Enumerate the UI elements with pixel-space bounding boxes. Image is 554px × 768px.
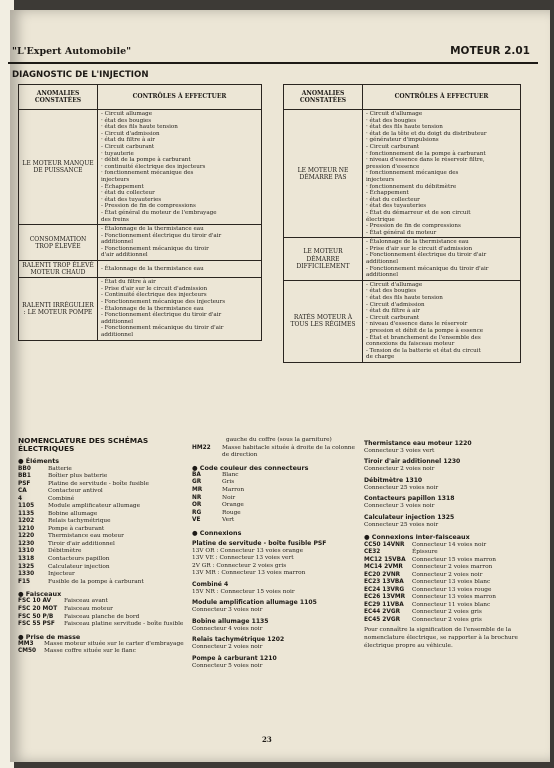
- check-item: - Circuit d'admission: [366, 301, 425, 308]
- psf-item: 13V VE : Connecteur 13 voies vert: [192, 555, 294, 562]
- item-code: BB1: [18, 473, 31, 480]
- item-label: Boîtier plus batterie: [48, 473, 108, 480]
- list-item: [18, 466, 188, 474]
- item-label: Platine de servitude - boîte fusible: [48, 480, 149, 487]
- checks-list: [366, 239, 517, 279]
- check-item: - Fonctionnement mécanique des injecteurs: [101, 299, 226, 305]
- check-item: - État général du moteur: [366, 229, 437, 236]
- item-code: CM50: [18, 648, 37, 655]
- item-code: VE: [192, 517, 201, 524]
- anomaly-cell: RALENTI TROP ÉLEVÉ MOTEUR CHAUD: [19, 261, 98, 278]
- item-label: Marron: [222, 486, 245, 493]
- list-item: [18, 518, 188, 526]
- col-header-controles: CONTRÔLES À EFFECTUER: [98, 85, 262, 110]
- colors-list: [192, 472, 360, 525]
- check-item: · fonctionnement de la pompe à carburant: [366, 150, 486, 157]
- check-item: additionnel: [101, 331, 133, 338]
- item-code: OR: [192, 502, 202, 509]
- item-label: Connecteur 2 voies noir: [412, 571, 483, 578]
- check-item: - Prise d'air sur le circuit d'admission: [101, 285, 208, 292]
- item-label: Connecteur 11 voies blanc: [412, 601, 491, 608]
- check-item: · fonctionnement mécanique des: [366, 170, 459, 177]
- check-item: · état des bougies: [366, 288, 417, 295]
- item-code: 1310: [18, 548, 35, 555]
- check-item: - Prise d'air sur le circuit d'admission: [366, 245, 473, 252]
- hm22-text: Masse habitacle située à droite de la colonne de direction: [222, 444, 355, 459]
- checks-list: [101, 279, 258, 338]
- check-item: de charge: [366, 354, 395, 361]
- item-code: EC29 11VBA: [364, 601, 404, 608]
- item-label: Faisceau platine servitude - boîte fusible: [64, 621, 184, 628]
- item-code: NR: [192, 494, 202, 501]
- left-diagnostic-table: [18, 84, 262, 341]
- list-item: [364, 564, 530, 572]
- item-code: EC26 13VMR: [364, 594, 406, 601]
- list-item: [18, 579, 188, 587]
- faisceaux-list: [18, 598, 188, 628]
- anomaly-cell: CONSOMMATION TROP ÉLEVÉE: [19, 225, 98, 261]
- item-label: Connecteur 13 voies marron: [412, 594, 496, 601]
- list-item: [192, 495, 360, 503]
- block-title: Tiroir d'air additionnel 1230: [364, 458, 461, 466]
- list-item: [18, 606, 188, 614]
- psf-title: Platine de servitude - boîte fusible PSF: [192, 539, 327, 547]
- list-item: [364, 542, 530, 550]
- psf-item: 13V OR : Connecteur 13 voies orange: [192, 547, 304, 554]
- check-item: électrique: [366, 216, 395, 223]
- middle-blocks: [192, 581, 360, 670]
- block-title: Thermistance eau moteur 1220: [364, 440, 472, 447]
- block-title: Contacteurs papillon 1318: [364, 495, 455, 503]
- check-item: - État général du moteur de l'embrayage: [101, 209, 217, 216]
- item-label: Rouge: [222, 509, 241, 516]
- item-code: 1202: [18, 518, 35, 525]
- list-item: [364, 587, 530, 595]
- item-label: Module amplificateur allumage: [48, 503, 141, 510]
- list-item: [192, 487, 360, 495]
- item-code: 1318: [18, 555, 35, 562]
- check-item: · état du collecteur: [366, 196, 420, 203]
- checks-list: [101, 226, 258, 259]
- block-detail: Connecteur 3 voies noir: [364, 503, 435, 510]
- item-code: 1135: [18, 510, 35, 517]
- item-label: Connecteur 13 voies blanc: [412, 579, 491, 586]
- list-item: [364, 617, 530, 625]
- anomaly-cell: LE MOTEUR DÉMARRE DIFFICILEMENT: [284, 238, 363, 281]
- anomaly-cell: LE MOTEUR MANQUE DE PUISSANCE: [19, 110, 98, 225]
- item-code: CA: [18, 488, 27, 495]
- list-item: [18, 496, 188, 504]
- check-item: · état des fils haute tension: [366, 295, 443, 302]
- item-code: 1330: [18, 571, 35, 578]
- list-item: [18, 556, 188, 564]
- masses-list: [18, 641, 188, 656]
- list-item: [192, 502, 360, 510]
- item-label: Orange: [222, 502, 244, 509]
- masse-continuation: gauche du coffre (sous la garniture): [226, 437, 332, 443]
- check-item: · état des tuyauteries: [101, 196, 162, 203]
- list-item: [18, 621, 188, 629]
- check-item: - Circuit d'allumage: [366, 281, 423, 288]
- check-item: - Échappement: [101, 183, 144, 190]
- item-label: Contacteur antivol: [48, 488, 103, 495]
- psf-list: [192, 548, 360, 578]
- table-row: [284, 110, 521, 238]
- check-item: - Pression de fin de compressions: [101, 203, 196, 210]
- list-item: [192, 472, 360, 480]
- item-code: 1210: [18, 525, 35, 532]
- block-detail: Connecteur 25 voies noir: [364, 521, 439, 528]
- check-item: · pression et débit de la pompe à essence: [366, 328, 484, 334]
- block-detail: Connecteur 5 voies noir: [192, 662, 263, 669]
- block-title: Pompe à carburant 1210: [192, 654, 277, 662]
- inter-title: ● Connexions inter-faisceaux: [364, 533, 470, 542]
- page-header: [8, 44, 538, 64]
- list-item: [18, 481, 188, 489]
- item-code: EC20 2VNR: [364, 571, 401, 578]
- table-row: [284, 238, 521, 281]
- psf-item: 13V MR : Connecteur 13 voies marron: [192, 570, 306, 577]
- check-item: - État du démarreur et de son circuit: [366, 209, 471, 216]
- table-row: [19, 261, 262, 278]
- item-label: Masse moteur située sur le carter d'embrayage: [44, 640, 184, 647]
- item-code: EC45 2VGR: [364, 616, 401, 623]
- elements-title: ● Éléments: [18, 457, 60, 466]
- item-label: Pompe à carburant: [48, 525, 105, 532]
- item-label: Connecteur 2 voies gris: [412, 616, 482, 623]
- check-item: - Fonctionnement mécanique du tiroir: [101, 245, 209, 252]
- list-item: [18, 548, 188, 556]
- check-item: additionnel: [366, 272, 398, 279]
- item-code: BA: [192, 471, 201, 478]
- diagnostic-title: DIAGNOSTIC DE L'INJECTION: [12, 70, 149, 80]
- list-item: [18, 473, 188, 481]
- item-label: Calculateur injection: [48, 563, 110, 570]
- check-item: - Fonctionnement mécanique du tiroir d'air: [101, 325, 224, 332]
- checks-list: [101, 266, 258, 273]
- check-item: - Circuit carburant: [366, 143, 420, 150]
- item-label: Thermistance eau moteur: [48, 533, 124, 540]
- item-code: 4: [18, 495, 23, 502]
- list-item: [192, 479, 360, 487]
- item-code: RG: [192, 509, 202, 516]
- item-label: Contacteurs papillon: [48, 555, 110, 562]
- checks-cell: [98, 110, 262, 225]
- check-item: - Étalonnage de la thermistance eau: [101, 305, 204, 312]
- check-item: pression d'essence: [366, 163, 420, 170]
- checks-cell: [98, 278, 262, 340]
- check-item: - État et branchement de l'ensemble des: [366, 334, 481, 341]
- item-code: EC44 2VGR: [364, 609, 401, 616]
- list-item: [18, 564, 188, 572]
- checks-list: [366, 282, 517, 361]
- check-item: - Fonctionnement électrique du tiroir d'air: [101, 232, 222, 239]
- item-label: Bobine allumage: [48, 510, 98, 517]
- item-code: 1105: [18, 503, 35, 510]
- section-title: MOTEUR 2.01: [450, 45, 530, 57]
- check-item: · état des bougies: [366, 117, 417, 124]
- hm22-row: [192, 445, 360, 460]
- nomenclature-column: [18, 437, 188, 656]
- block-title: Calculateur injection 1325: [364, 513, 455, 521]
- item-code: BB0: [18, 465, 31, 472]
- footer-note: Pour connaître la signification de l'ensemble de la nomenclature électrique, se rapporter à la brochure électrique propre au véhicule.: [364, 627, 518, 649]
- item-code: PSF: [18, 480, 31, 487]
- check-item: des freins: [101, 216, 129, 223]
- check-item: additionnel: [101, 239, 133, 246]
- nomenclature-title: NOMENCLATURE DES SCHÉMAS ÉLECTRIQUES: [18, 436, 149, 454]
- check-item: - Étalonnage de la thermistance eau: [101, 226, 204, 233]
- check-item: · état des fils haute tension: [366, 124, 443, 131]
- block-detail: Connecteur 2 voies noir: [192, 644, 263, 651]
- item-label: Connecteur 2 voies gris: [412, 609, 482, 616]
- block-detail: Connecteur 3 voies vert: [364, 447, 435, 454]
- list-item: [18, 488, 188, 496]
- check-item: · continuité électrique des injecteurs: [101, 163, 206, 170]
- block-title: Débitmètre 1310: [364, 476, 423, 484]
- check-item: · état du filtre à air: [101, 137, 155, 144]
- item-label: Connecteur 2 voies marron: [412, 564, 493, 571]
- col-header-anomalies: ANOMALIES CONSTATÉES: [284, 85, 363, 110]
- item-label: Débitmètre: [48, 548, 82, 555]
- list-item: [18, 571, 188, 579]
- block-detail: 15V NR : Connecteur 15 voies noir: [192, 588, 295, 595]
- item-label: Vert: [222, 517, 235, 524]
- check-item: - Circuit carburant: [366, 314, 420, 321]
- check-item: - Échappement: [366, 190, 409, 197]
- connexions-title: ● Connexions: [192, 528, 242, 537]
- check-item: · état des bougies: [101, 117, 152, 124]
- checks-list: [366, 111, 517, 236]
- block-detail: Connecteur 3 voies noir: [192, 607, 263, 614]
- checks-list: [101, 111, 258, 223]
- item-label: Connecteur 13 voies rouge: [412, 586, 492, 593]
- item-label: Batterie: [48, 465, 72, 472]
- item-code: MC14 2VMR: [364, 564, 403, 571]
- block-title: Bobine allumage 1135: [192, 617, 269, 625]
- list-item: [192, 517, 360, 525]
- item-label: Fusible de la pompe à carburant: [48, 578, 144, 585]
- item-label: Combiné: [48, 495, 75, 502]
- item-code: MR: [192, 486, 203, 493]
- col-header-controles: CONTRÔLES À EFFECTUER: [363, 85, 521, 110]
- check-item: - Étalonnage de la thermistance eau: [101, 265, 204, 272]
- item-label: Tiroir d'air additionnel: [48, 540, 115, 547]
- item-code: FSC 10 AV: [18, 598, 52, 605]
- list-item: [18, 541, 188, 549]
- elements-list: [18, 466, 188, 587]
- check-item: - Circuit allumage: [101, 111, 153, 117]
- check-item: - Circuit d'admission: [101, 130, 160, 137]
- item-code: CE32: [364, 549, 381, 556]
- checks-cell: [363, 280, 521, 362]
- checks-cell: [98, 261, 262, 278]
- block-title: Combiné 4: [192, 581, 229, 589]
- list-item: [192, 510, 360, 518]
- list-item: [18, 503, 188, 511]
- check-item: - Circuit carburant: [101, 143, 155, 150]
- check-item: - Circuit d'allumage: [366, 111, 423, 117]
- item-label: Connecteur 14 voies noir: [412, 541, 487, 548]
- item-code: MM3: [18, 640, 34, 647]
- checks-cell: [363, 238, 521, 281]
- psf-item: 2V GR : Connecteur 2 voies gris: [192, 562, 287, 569]
- item-label: Faisceau planche de bord: [64, 613, 140, 620]
- item-code: EC24 13VRG: [364, 586, 405, 593]
- list-item: [364, 579, 530, 587]
- block-detail: Connecteur 2 voies noir: [364, 466, 435, 473]
- item-label: Faisceau avant: [64, 598, 108, 605]
- masse-title: ● Prise de masse: [18, 632, 81, 641]
- item-code: 1220: [18, 533, 35, 540]
- list-item: [364, 594, 530, 602]
- right-blocks: [364, 440, 530, 529]
- item-code: 1325: [18, 563, 35, 570]
- check-item: - Fonctionnement mécanique du tiroir d'air: [366, 265, 489, 272]
- colors-title: ● Code couleur des connecteurs: [192, 463, 309, 472]
- check-item: - Fonctionnement électrique du tiroir d'air: [366, 252, 487, 259]
- list-item: [364, 609, 530, 617]
- anomaly-cell: RATÉS MOTEUR À TOUS LES RÉGIMES: [284, 280, 363, 362]
- checks-cell: [363, 110, 521, 238]
- item-code: 1230: [18, 540, 35, 547]
- list-item: [18, 526, 188, 534]
- item-code: GR: [192, 479, 202, 486]
- hm22-code: HM22: [192, 444, 211, 451]
- check-item: · fonctionnement du débitmètre: [366, 183, 457, 190]
- table-row: [19, 110, 262, 225]
- check-item: · état de la tête et du doigt du distributeur: [366, 130, 487, 137]
- check-item: d'air additionnel: [101, 252, 148, 259]
- check-item: - État du filtre à air: [101, 279, 156, 286]
- anomaly-cell: RALENTI IRRÉGULIER : LE MOTEUR POMPE: [19, 278, 98, 340]
- item-code: EC23 13VBA: [364, 579, 404, 586]
- check-item: · niveau d'essence dans le réservoir filtre,: [366, 157, 485, 164]
- right-diagnostic-table: [283, 84, 521, 363]
- check-item: additionnel: [366, 259, 398, 266]
- middle-column: [192, 437, 360, 670]
- check-item: · générateur d'impulsions: [366, 137, 439, 144]
- item-label: Gris: [222, 479, 235, 486]
- list-item: [18, 533, 188, 541]
- block-title: Module amplification allumage 1105: [192, 599, 317, 607]
- check-item: · tuyauterie: [101, 150, 134, 157]
- check-item: · état des fils haute tension: [101, 124, 178, 131]
- item-label: Faisceau moteur: [64, 605, 113, 612]
- check-item: connexions du faisceau moteur: [366, 341, 455, 348]
- checks-cell: [98, 225, 262, 261]
- item-code: MC12 15VBA: [364, 556, 406, 563]
- check-item: · niveau d'essence dans le réservoir: [366, 321, 468, 328]
- item-code: FSC 50 P/B: [18, 613, 54, 620]
- list-item: [364, 602, 530, 610]
- table-row: [19, 278, 262, 340]
- page-number: 23: [262, 735, 272, 744]
- publication-title: "L'Expert Automobile": [12, 46, 132, 57]
- list-item: [364, 572, 530, 580]
- list-item: [18, 648, 188, 656]
- list-item: [18, 614, 188, 622]
- table-row: [19, 225, 262, 261]
- item-label: Épissure: [412, 549, 438, 556]
- col-header-anomalies: ANOMALIES CONSTATÉES: [19, 85, 98, 110]
- block-title: Relais tachymétrique 1202: [192, 636, 285, 644]
- list-item: [364, 549, 530, 557]
- item-label: Masse coffre située sur le flanc: [44, 648, 136, 655]
- check-item: · état des tuyauteries: [366, 203, 427, 210]
- check-item: · débit de la pompe à carburant: [101, 157, 191, 164]
- item-label: Blanc: [222, 471, 239, 478]
- block-detail: Connecteur 4 voies noir: [192, 625, 263, 632]
- item-code: F15: [18, 578, 31, 585]
- check-item: - Tension de la batterie et état du circuit: [366, 347, 481, 354]
- check-item: · fonctionnement mécanique des: [101, 170, 194, 177]
- item-code: FSC 55 PSF: [18, 621, 55, 628]
- check-item: - Étalonnage de la thermistance eau: [366, 239, 469, 246]
- item-code: FSC 20 MOT: [18, 605, 58, 612]
- faisceaux-title: ● Faisceaux: [18, 590, 62, 599]
- item-label: Injecteur: [48, 571, 75, 578]
- list-item: [364, 557, 530, 565]
- item-label: Relais tachymétrique: [48, 518, 111, 525]
- item-label: Noir: [222, 494, 236, 501]
- inter-list: [364, 542, 530, 625]
- table-row: [284, 280, 521, 362]
- check-item: injecteurs: [101, 176, 130, 183]
- block-detail: Connecteur 25 voies noir: [364, 484, 439, 491]
- check-item: - Continuité électrique des injecteurs: [101, 292, 207, 299]
- item-code: CC50 14VNR: [364, 541, 405, 548]
- check-item: additionnel: [101, 318, 133, 325]
- anomaly-cell: LE MOTEUR NE DÉMARRE PAS: [284, 110, 363, 238]
- list-item: [18, 598, 188, 606]
- check-item: injecteurs: [366, 176, 395, 183]
- check-item: · état du filtre à air: [366, 308, 420, 315]
- check-item: · état du collecteur: [101, 190, 155, 197]
- check-item: - Fonctionnement électrique du tiroir d'air: [101, 312, 222, 319]
- right-column: [364, 437, 530, 650]
- item-label: Connecteur 15 voies marron: [412, 556, 496, 563]
- check-item: - Pression de fin de compressions: [366, 223, 461, 230]
